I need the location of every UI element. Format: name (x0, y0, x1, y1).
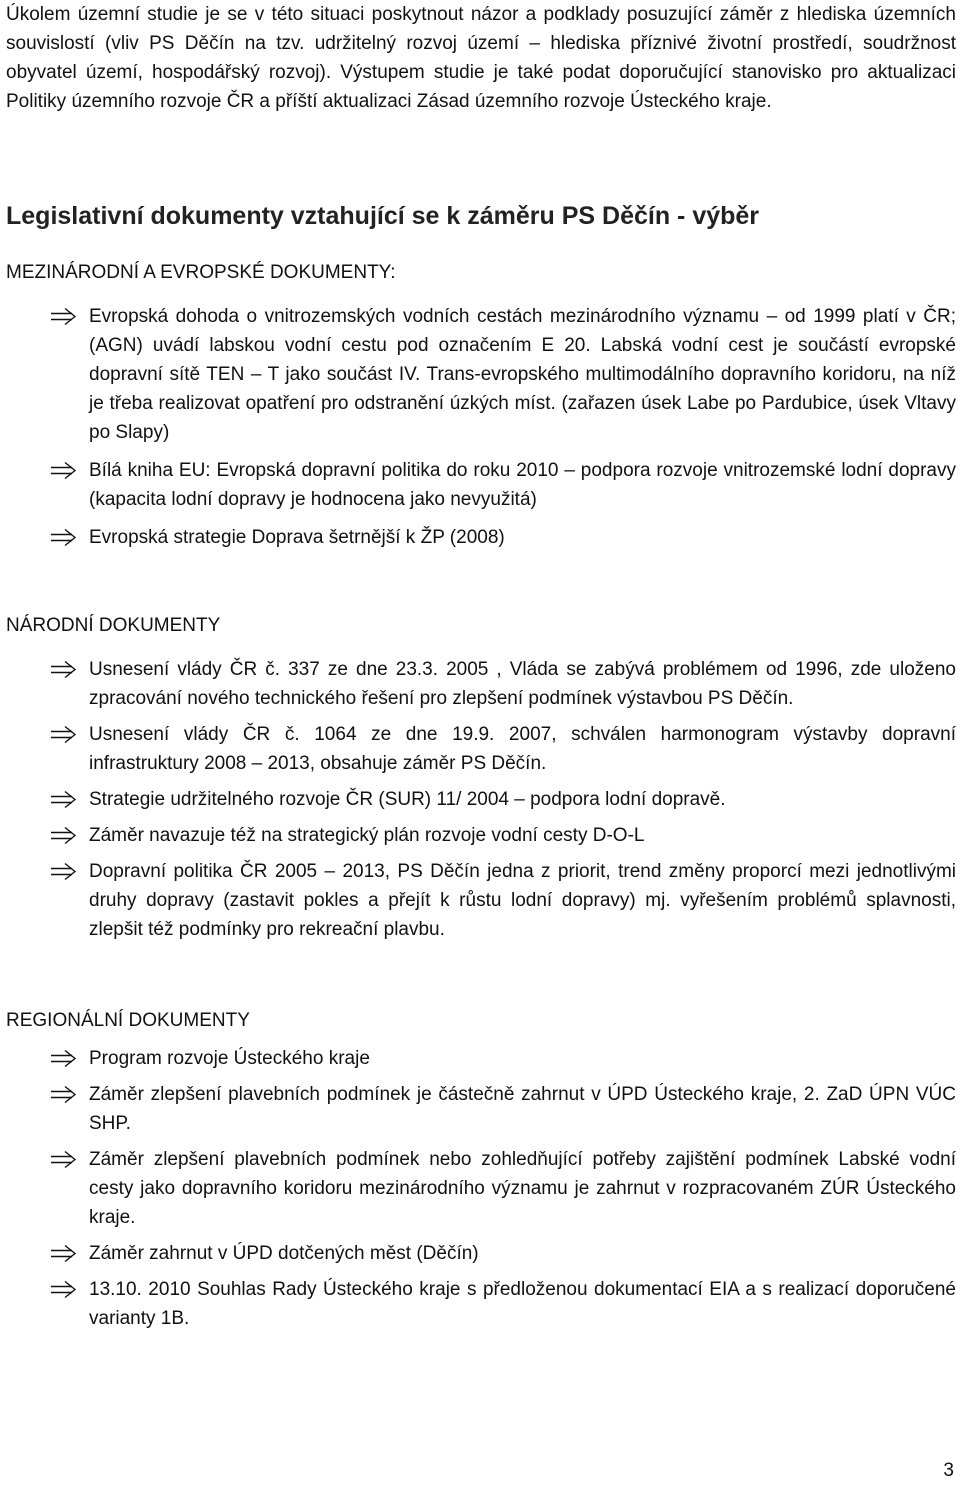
list-item-text: Usnesení vlády ČR č. 1064 ze dne 19.9. 2007, schválen harmonogram výstavby dopravní infrastruktury 2008 – 2013, obsahuje záměr PS Děčín. (89, 724, 956, 774)
list-item-text: Záměr zahrnut v ÚPD dotčených měst (Děčín) (89, 1243, 479, 1264)
list-item-text: Bílá kniha EU: Evropská dopravní politika do roku 2010 – podpora rozvoje vnitrozemské lodní dopravy (kapacita lodní dopravy je hodnocena jako nevyužitá) (89, 460, 956, 510)
double-arrow-icon (50, 302, 78, 331)
section-heading-national: NÁRODNÍ DOKUMENTY (6, 615, 221, 636)
list-regional (6, 1044, 956, 1333)
double-arrow-icon (50, 1044, 78, 1073)
list-item-text: Evropská dohoda o vnitrozemských vodních cestách mezinárodního významu – od 1999 platí v ČR; (AGN) uvádí labskou vodní cestu pod označením E 20. Labská vodní cest je součástí evropské dopravní sítě TEN – T jako součást IV. Trans-evropského multimodálního dopravního koridoru, na níž je třeba realizovat opatření pro odstranění úzkých míst. (zařazen úsek Labe po Pardubice, úsek Vltavy po Slapy) (89, 306, 956, 443)
list-item-text: Dopravní politika ČR 2005 – 2013, PS Děčín jedna z priorit, trend změny proporcí mezi jednotlivými druhy dopravy (zastavit pokles a přejít k růstu lodní dopravy) mj. vyřešením problémů splavnosti, zlepšit též podmínky pro rekreační plavbu. (89, 861, 956, 940)
list-item (6, 1080, 956, 1138)
list-international (6, 302, 956, 552)
section-heading-regional: REGIONÁLNÍ DOKUMENTY (6, 1010, 250, 1031)
list-national (6, 655, 956, 944)
list-item (6, 1145, 956, 1232)
main-heading: Legislativní dokumenty vztahující se k záměru PS Děčín - výběr (6, 202, 760, 230)
list-item (6, 857, 956, 944)
double-arrow-icon (50, 785, 78, 814)
list-item (6, 523, 956, 552)
double-arrow-icon (50, 857, 78, 886)
list-item (6, 1044, 956, 1073)
list-item (6, 655, 956, 713)
list-item-text: Záměr zlepšení plavebních podmínek je částečně zahrnut v ÚPD Ústeckého kraje, 2. ZaD ÚPN VÚC SHP. (89, 1084, 956, 1134)
list-item (6, 302, 956, 447)
list-item (6, 821, 956, 850)
list-item-text: Záměr zlepšení plavebních podmínek nebo zohledňující potřeby zajištění podmínek Labské vodní cesty jako dopravního koridoru mezinárodního významu je zahrnut v rozpracovaném ZÚR Ústeckého kraje. (89, 1149, 956, 1228)
list-item-text: Program rozvoje Ústeckého kraje (89, 1048, 370, 1069)
double-arrow-icon (50, 1145, 78, 1174)
list-item (6, 785, 956, 814)
list-item-text: Záměr navazuje též na strategický plán rozvoje vodní cesty D-O-L (89, 825, 645, 846)
double-arrow-icon (50, 1239, 78, 1268)
double-arrow-icon (50, 456, 78, 485)
section-heading-international: MEZINÁRODNÍ A EVROPSKÉ DOKUMENTY: (6, 262, 396, 283)
double-arrow-icon (50, 821, 78, 850)
list-item (6, 456, 956, 514)
list-item (6, 1239, 956, 1268)
page-number: 3 (943, 1460, 954, 1481)
double-arrow-icon (50, 523, 78, 552)
intro-paragraph: Úkolem územní studie je se v této situaci poskytnout názor a podklady posuzující záměr z hlediska územních souvislostí (vliv PS Děčín na tzv. udržitelný rozvoj území – hlediska příznivé životní prostředí, soudržnost obyvatel území, hospodářský rozvoj). Výstupem studie je také podat doporučující stanovisko pro aktualizaci Politiky územního rozvoje ČR a příští aktualizaci Zásad územního rozvoje Ústeckého kraje. (6, 4, 956, 112)
list-item (6, 720, 956, 778)
double-arrow-icon (50, 1275, 78, 1304)
list-item-text: Usnesení vlády ČR č. 337 ze dne 23.3. 2005 , Vláda se zabývá problémem od 1996, zde uloženo zpracování nového technického řešení pro zlepšení podmínek výstavbou PS Děčín. (89, 659, 956, 709)
list-item-text: Strategie udržitelného rozvoje ČR (SUR) 11/ 2004 – podpora lodní dopravě. (89, 789, 726, 810)
list-item (6, 1275, 956, 1333)
document-page (6, 0, 956, 1333)
double-arrow-icon (50, 655, 78, 684)
list-item-text: Evropská strategie Doprava šetrnější k ŽP (2008) (89, 527, 505, 548)
double-arrow-icon (50, 1080, 78, 1109)
list-item-text: 13.10. 2010 Souhlas Rady Ústeckého kraje s předloženou dokumentací EIA a s realizací doporučené varianty 1B. (89, 1279, 956, 1329)
double-arrow-icon (50, 720, 78, 749)
